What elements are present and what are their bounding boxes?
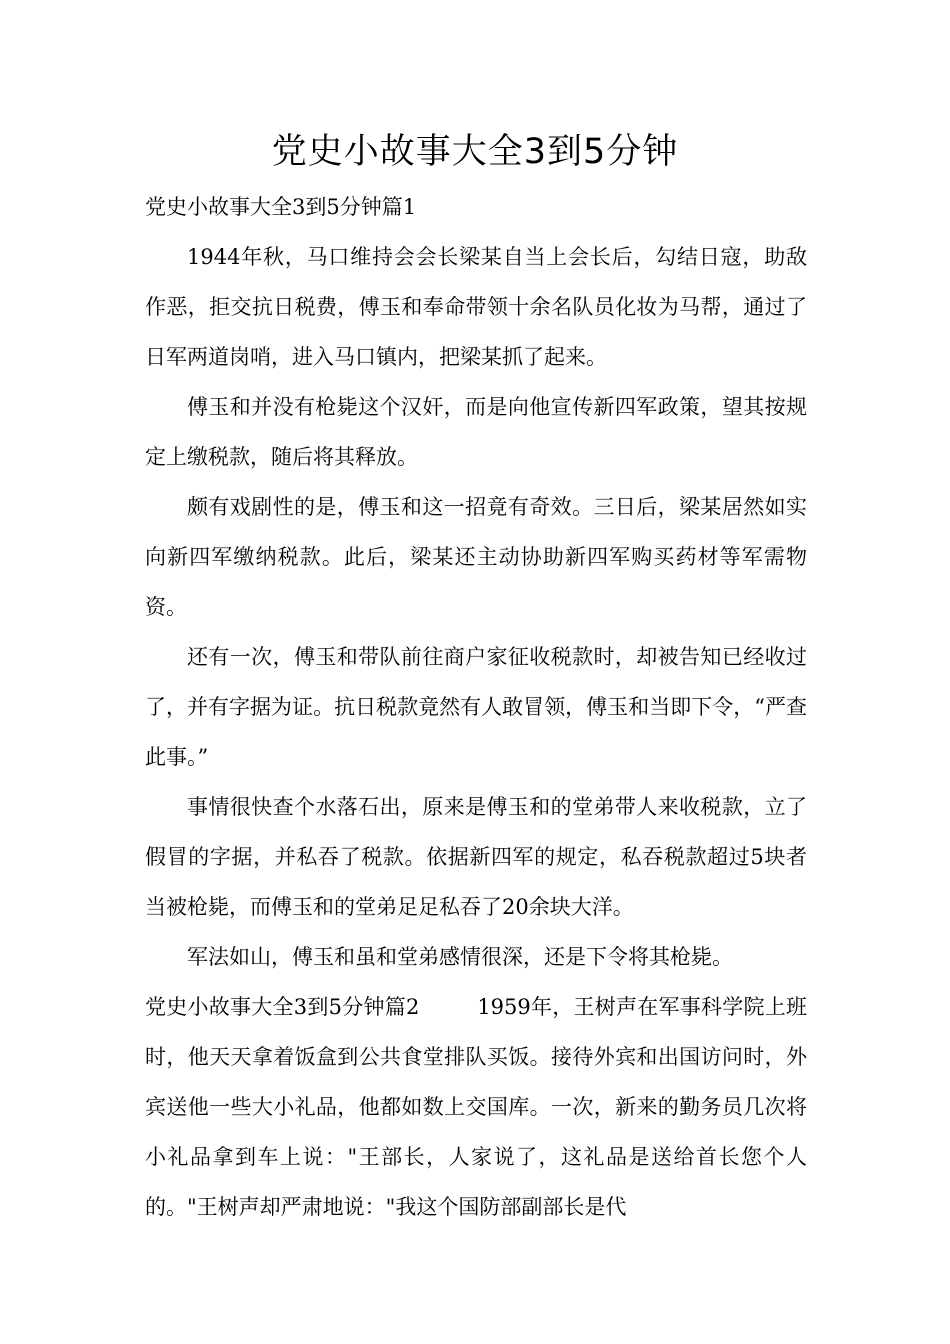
section-heading-2: 党史小故事大全3到5分钟篇2 — [145, 995, 420, 1019]
paragraph: 1944年秋，马口维持会会长梁某自当上会长后，勾结日寇，助敌作恶，拒交抗日税费，傅玉和奉命带领十余名队员化妆为马帮，通过了日军两道岗哨，进入马口镇内，把梁某抓了起来。 — [145, 245, 807, 369]
paragraph: 事情很快查个水落石出，原来是傅玉和的堂弟带人来收税款，立了假冒的字据，并私吞了税款。依据新四军的规定，私吞税款超过5块者当被枪毙，而傅玉和的堂弟足足私吞了20余块大洋。 — [145, 795, 807, 919]
section-2-text: 1959年，王树声在军事科学院上班时，他天天拿着饭盒到公共食堂排队买饭。接待外宾和出国访问时，外宾送他一些大小礼品，他都如数上交国库。一次，新来的勤务员几次将小礼品拿到车上说："王部长，人家说了，这礼品是送给首长您个人的。"王树声却严肃地说："我这个国防部副部长是代 — [145, 995, 807, 1219]
paragraph: 军法如山，傅玉和虽和堂弟感情很深，还是下令将其枪毙。 — [187, 945, 733, 969]
section-2-block — [145, 982, 807, 1232]
document-title: 党史小故事大全3到5分钟 — [271, 132, 679, 172]
section-heading-1: 党史小故事大全3到5分钟篇1 — [145, 195, 417, 219]
paragraph: 傅玉和并没有枪毙这个汉奸，而是向他宣传新四军政策，望其按规定上缴税款，随后将其释放。 — [145, 395, 807, 469]
document-body — [145, 182, 807, 1232]
paragraph: 颇有戏剧性的是，傅玉和这一招竟有奇效。三日后，梁某居然如实向新四军缴纳税款。此后，梁某还主动协助新四军购买药材等军需物资。 — [145, 495, 807, 619]
paragraph: 还有一次，傅玉和带队前往商户家征收税款时，却被告知已经收过了，并有字据为证。抗日税款竟然有人敢冒领，傅玉和当即下令，“严查此事。” — [145, 645, 807, 769]
